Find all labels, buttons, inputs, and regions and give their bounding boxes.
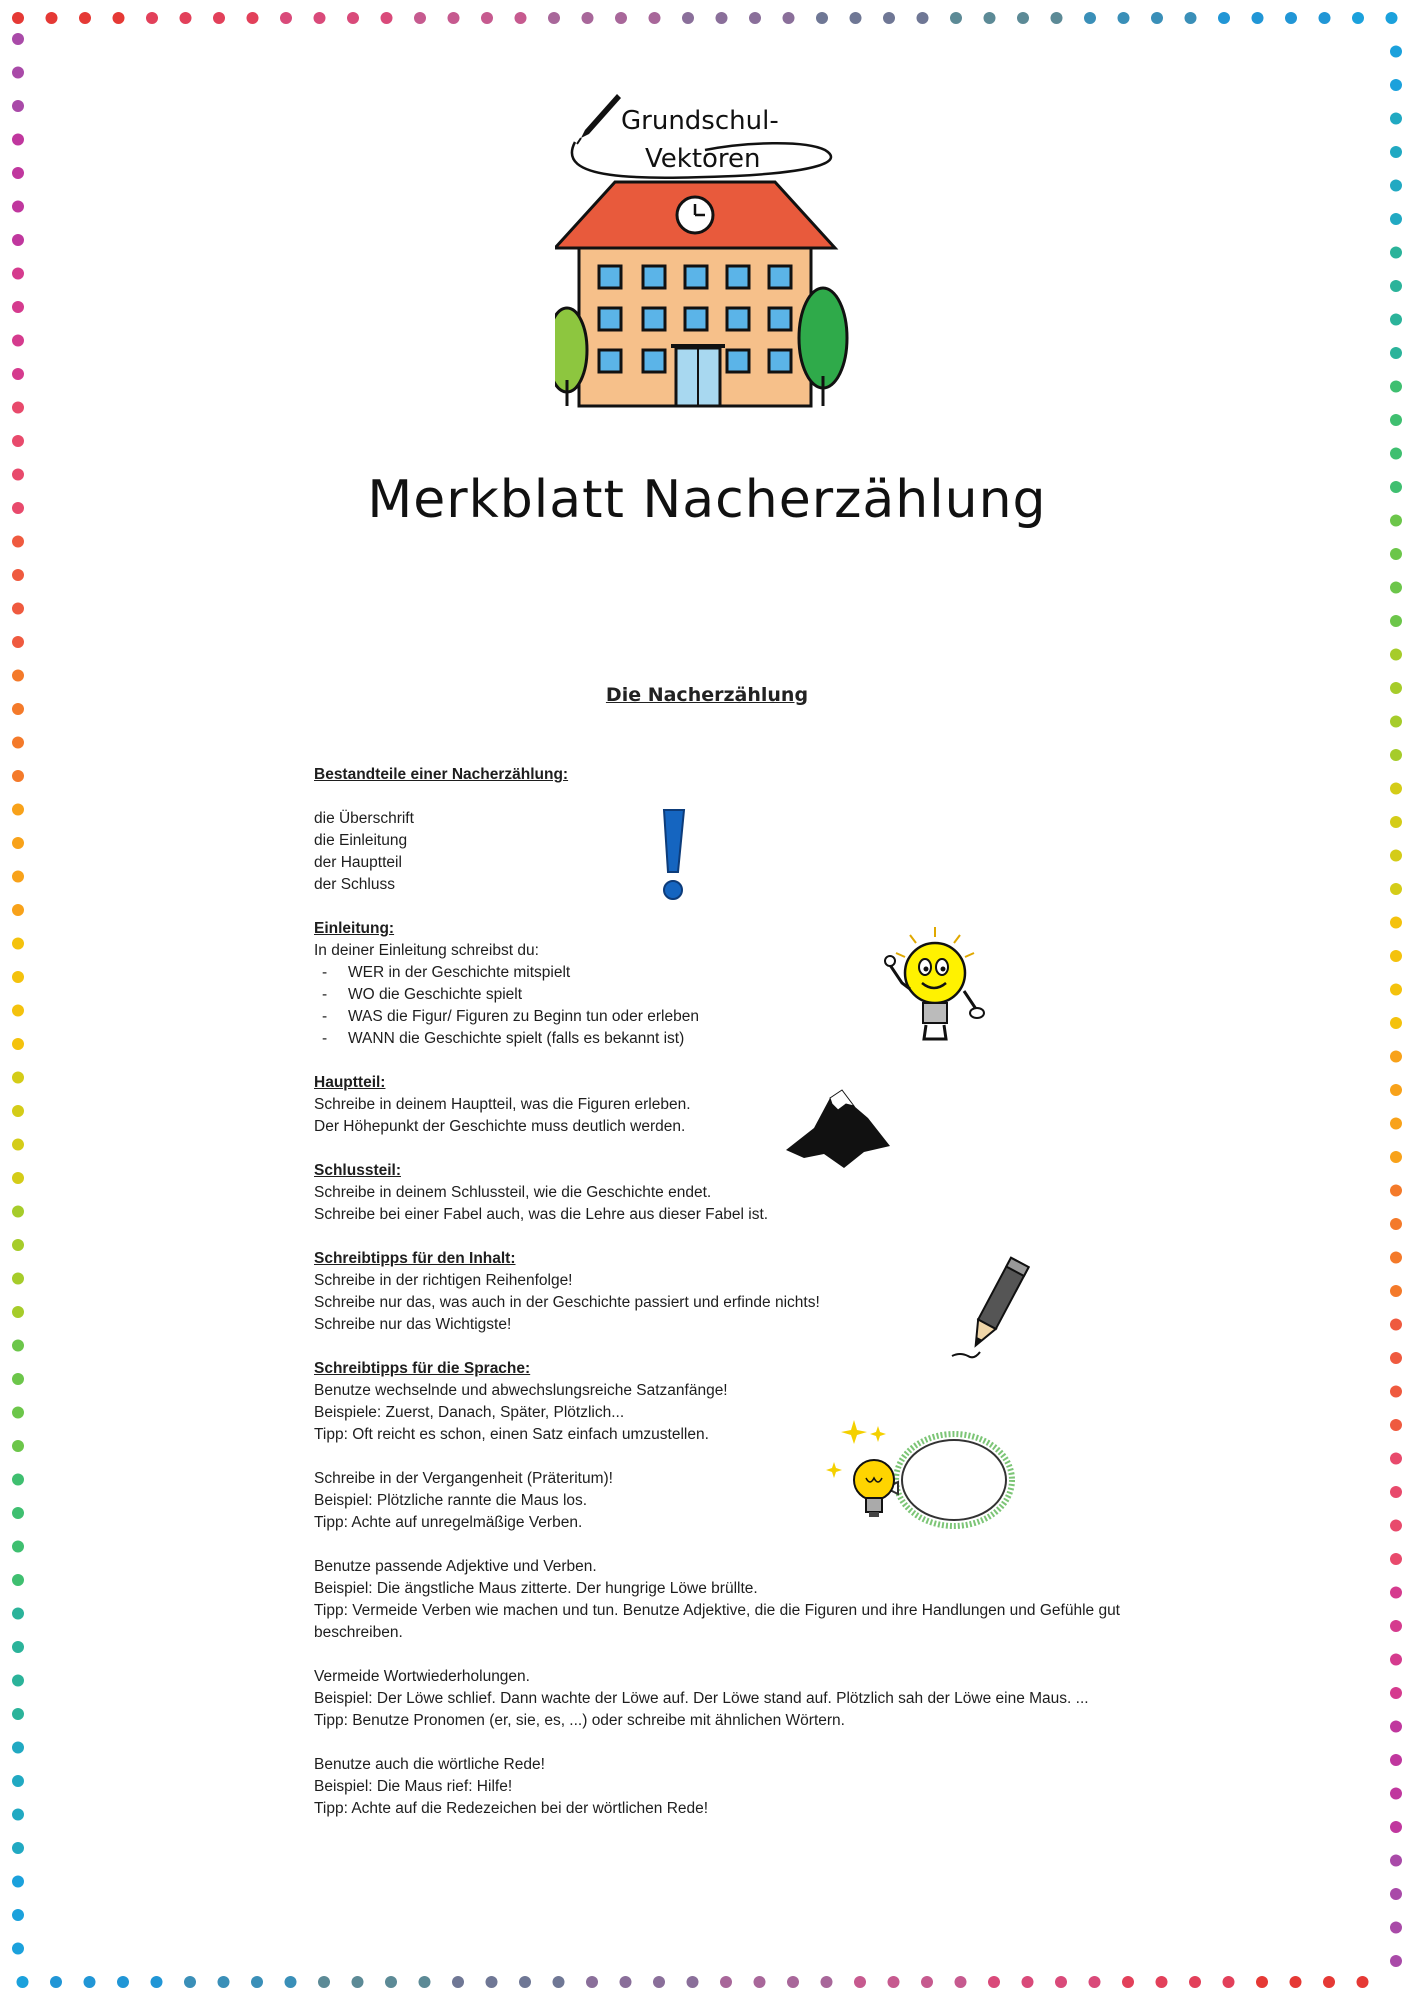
border-dot xyxy=(12,536,24,548)
border-dot xyxy=(816,12,828,24)
border-dot xyxy=(12,1005,24,1017)
logo-text-line1: Grundschul- xyxy=(621,106,779,136)
border-dot xyxy=(12,1876,24,1888)
section-heading: Schreibtipps für die Sprache: xyxy=(314,1360,531,1377)
border-dot xyxy=(117,1976,129,1988)
border-dot xyxy=(1390,1252,1402,1264)
text-line: Schreibe in deinem Hauptteil, was die Figuren erleben. xyxy=(314,1096,691,1113)
border-dot xyxy=(1390,46,1402,58)
pen-icon xyxy=(577,94,621,144)
border-dot xyxy=(285,1976,297,1988)
border-dot xyxy=(955,1976,967,1988)
section-hauptteil xyxy=(314,1072,1120,1138)
border-dot xyxy=(12,1507,24,1519)
border-dot xyxy=(79,12,91,24)
section-heading: Einleitung: xyxy=(314,920,395,937)
border-dot xyxy=(12,301,24,313)
border-dot xyxy=(12,1440,24,1452)
text-line: Beispiel: Der Löwe schlief. Dann wachte der Löwe auf. Der Löwe stand auf. Plötzlich sah der Löwe eine Maus. ... xyxy=(314,1690,1089,1707)
border-dot xyxy=(1390,816,1402,828)
border-dot xyxy=(1390,783,1402,795)
border-dot xyxy=(1390,1218,1402,1230)
border-dot xyxy=(12,268,24,280)
border-dot xyxy=(1390,582,1402,594)
border-dot xyxy=(12,134,24,146)
border-dot xyxy=(988,1976,1000,1988)
border-dot xyxy=(649,12,661,24)
border-dot xyxy=(12,636,24,648)
border-dot xyxy=(50,1976,62,1988)
border-dot xyxy=(1390,1520,1402,1532)
border-dot xyxy=(1252,12,1264,24)
border-dot xyxy=(12,1139,24,1151)
section-schlussteil xyxy=(314,1160,1120,1226)
border-dot xyxy=(12,1842,24,1854)
border-dot xyxy=(1323,1976,1335,1988)
border-dot xyxy=(180,12,192,24)
list-item: - WAS die Figur/ Figuren zu Beginn tun oder erleben xyxy=(314,1006,1120,1028)
border-dot xyxy=(1390,1084,1402,1096)
border-dot xyxy=(1390,1453,1402,1465)
text-line: Schreibe bei einer Fabel auch, was die Lehre aus dieser Fabel ist. xyxy=(314,1206,769,1223)
border-dot xyxy=(184,1976,196,1988)
border-dot xyxy=(1390,247,1402,259)
border-dot xyxy=(12,804,24,816)
section-woertliche-rede xyxy=(314,1754,1120,1820)
border-dot xyxy=(1390,79,1402,91)
border-dot xyxy=(12,335,24,347)
border-dot xyxy=(1390,314,1402,326)
border-dot xyxy=(12,1206,24,1218)
border-dot xyxy=(12,603,24,615)
border-dot xyxy=(548,12,560,24)
border-dot xyxy=(12,1072,24,1084)
section-einleitung xyxy=(314,918,1120,1050)
border-dot xyxy=(113,12,125,24)
border-dot xyxy=(448,12,460,24)
border-dot xyxy=(1218,12,1230,24)
border-dot xyxy=(84,1976,96,1988)
border-dot xyxy=(385,1976,397,1988)
border-dot xyxy=(12,871,24,883)
border-dot xyxy=(1290,1976,1302,1988)
clock-icon xyxy=(677,197,713,233)
section-bestandteile xyxy=(314,764,1120,896)
text-line: Tipp: Achte auf die Redezeichen bei der wörtlichen Rede! xyxy=(314,1800,709,1817)
list-item: - WANN die Geschichte spielt (falls es bekannt ist) xyxy=(314,1028,1120,1050)
text-line: Beispiel: Plötzliche rannte die Maus los. xyxy=(314,1492,588,1509)
border-dot xyxy=(888,1976,900,1988)
text-line: Tipp: Achte auf unregelmäßige Verben. xyxy=(314,1514,583,1531)
border-dot xyxy=(12,402,24,414)
border-dot xyxy=(1189,1976,1201,1988)
border-dot xyxy=(1390,213,1402,225)
border-dot xyxy=(653,1976,665,1988)
border-dot xyxy=(615,12,627,24)
border-dot xyxy=(1390,414,1402,426)
border-dot xyxy=(452,1976,464,1988)
border-dot xyxy=(1386,12,1398,24)
border-dot xyxy=(921,1976,933,1988)
section-heading: Hauptteil: xyxy=(314,1074,386,1091)
border-dot xyxy=(1390,1620,1402,1632)
border-dot xyxy=(12,12,24,24)
border-dot xyxy=(12,167,24,179)
border-dot xyxy=(917,12,929,24)
text-line: Benutze passende Adjektive und Verben. xyxy=(314,1558,597,1575)
border-dot xyxy=(720,1976,732,1988)
border-dot xyxy=(12,1909,24,1921)
border-dot xyxy=(218,1976,230,1988)
border-dot xyxy=(515,12,527,24)
border-dot xyxy=(1151,12,1163,24)
border-dot xyxy=(950,12,962,24)
border-dot xyxy=(318,1976,330,1988)
border-dot xyxy=(620,1976,632,1988)
section-adjektive xyxy=(314,1556,1120,1644)
border-dot xyxy=(1390,984,1402,996)
border-dot xyxy=(251,1976,263,1988)
pencil-icon xyxy=(950,1252,1040,1362)
border-dot xyxy=(749,12,761,24)
border-dot xyxy=(12,1675,24,1687)
section-heading: Schlussteil: xyxy=(314,1162,401,1179)
border-dot xyxy=(12,1608,24,1620)
border-dot xyxy=(1390,1721,1402,1733)
border-dot xyxy=(414,12,426,24)
border-dot xyxy=(716,12,728,24)
border-dot xyxy=(1122,1976,1134,1988)
border-dot xyxy=(1390,883,1402,895)
border-dot xyxy=(12,1943,24,1955)
border-dot xyxy=(1390,548,1402,560)
border-dot xyxy=(1390,1687,1402,1699)
border-dot xyxy=(12,1407,24,1419)
text-line: Schreibe in deinem Schlussteil, wie die Geschichte endet. xyxy=(314,1184,712,1201)
text-line: Schreibe nur das Wichtigste! xyxy=(314,1316,512,1333)
border-dot xyxy=(12,770,24,782)
text-line: Vermeide Wortwiederholungen. xyxy=(314,1668,530,1685)
border-dot xyxy=(1089,1976,1101,1988)
border-dot xyxy=(381,12,393,24)
border-dot xyxy=(1055,1976,1067,1988)
border-dot xyxy=(1357,1976,1369,1988)
border-dot xyxy=(1390,1922,1402,1934)
border-dot xyxy=(12,1708,24,1720)
border-dot xyxy=(1022,1976,1034,1988)
border-dot xyxy=(12,1306,24,1318)
border-dot xyxy=(1319,12,1331,24)
border-dot xyxy=(12,1239,24,1251)
border-dot xyxy=(1390,1051,1402,1063)
border-dot xyxy=(1390,113,1402,125)
border-dot xyxy=(12,938,24,950)
border-dot xyxy=(151,1976,163,1988)
border-dot xyxy=(586,1976,598,1988)
border-dot xyxy=(1390,146,1402,158)
text-line: Benutze auch die wörtliche Rede! xyxy=(314,1756,545,1773)
border-dot xyxy=(1084,12,1096,24)
text-line: Tipp: Vermeide Verben wie machen und tun. Benutze Adjektive, die die Figuren und ihre Handlungen und Gefühle gut beschreiben. xyxy=(314,1602,1120,1641)
section-heading: Bestandteile einer Nacherzählung: xyxy=(314,766,569,783)
border-dot xyxy=(1390,1788,1402,1800)
border-dot xyxy=(12,1641,24,1653)
border-dot xyxy=(1390,850,1402,862)
text-line: Beispiel: Die Maus rief: Hilfe! xyxy=(314,1778,513,1795)
text-line: Benutze wechselnde und abwechslungsreiche Satzanfänge! xyxy=(314,1382,728,1399)
text-line: die Überschrift xyxy=(314,810,414,827)
border-dot xyxy=(1390,1821,1402,1833)
border-dot xyxy=(247,12,259,24)
text-line: Tipp: Oft reicht es schon, einen Satz einfach umzustellen. xyxy=(314,1426,709,1443)
border-dot xyxy=(1118,12,1130,24)
border-dot xyxy=(1390,1118,1402,1130)
list-item: - WER in der Geschichte mitspielt xyxy=(314,962,1120,984)
border-dot xyxy=(1223,1976,1235,1988)
border-dot xyxy=(1156,1976,1168,1988)
border-dot xyxy=(1390,280,1402,292)
border-dot xyxy=(1390,448,1402,460)
logo xyxy=(555,80,875,410)
border-dot xyxy=(1390,749,1402,761)
border-dot xyxy=(481,12,493,24)
border-dot xyxy=(12,670,24,682)
border-dot xyxy=(486,1976,498,1988)
border-dot xyxy=(1390,180,1402,192)
border-dot xyxy=(1390,1285,1402,1297)
logo-text-line2: Vektoren xyxy=(645,144,761,174)
border-dot xyxy=(12,837,24,849)
border-dot xyxy=(883,12,895,24)
border-dot xyxy=(12,1742,24,1754)
border-dot xyxy=(984,12,996,24)
border-dot xyxy=(12,33,24,45)
border-dot xyxy=(46,12,58,24)
border-dot xyxy=(1390,716,1402,728)
border-dot xyxy=(1390,1855,1402,1867)
text-line: Beispiel: Die ängstliche Maus zitterte. Der hungrige Löwe brüllte. xyxy=(314,1580,758,1597)
text-line: In deiner Einleitung schreibst du: xyxy=(314,942,539,959)
border-dot xyxy=(1185,12,1197,24)
border-dot xyxy=(1390,917,1402,929)
border-dot xyxy=(12,100,24,112)
border-dot xyxy=(682,12,694,24)
border-dot xyxy=(1390,615,1402,627)
border-dot xyxy=(12,1474,24,1486)
border-dot xyxy=(146,12,158,24)
border-dot xyxy=(1390,1754,1402,1766)
border-dot xyxy=(12,1340,24,1352)
border-dot xyxy=(1390,1352,1402,1364)
border-dot xyxy=(12,1541,24,1553)
border-dot xyxy=(1390,1017,1402,1029)
text-line: der Schluss xyxy=(314,876,395,893)
border-dot xyxy=(821,1976,833,1988)
text-line: Der Höhepunkt der Geschichte muss deutlich werden. xyxy=(314,1118,686,1135)
border-dot xyxy=(787,1976,799,1988)
mountain-icon xyxy=(784,1088,894,1174)
text-line: Schreibe in der richtigen Reihenfolge! xyxy=(314,1272,573,1289)
border-dot xyxy=(12,1172,24,1184)
border-dot xyxy=(1390,381,1402,393)
text-line: Beispiele: Zuerst, Danach, Später, Plötzlich... xyxy=(314,1404,625,1421)
border-dot xyxy=(12,67,24,79)
border-dot xyxy=(519,1976,531,1988)
text-line: der Hauptteil xyxy=(314,854,402,871)
border-dot xyxy=(754,1976,766,1988)
border-dot xyxy=(1390,1654,1402,1666)
text-line: Schreibe nur das, was auch in der Geschichte passiert und erfinde nichts! xyxy=(314,1294,820,1311)
border-dot xyxy=(12,1105,24,1117)
border-dot xyxy=(850,12,862,24)
border-dot xyxy=(1390,1888,1402,1900)
exclamation-icon xyxy=(658,806,688,902)
border-dot xyxy=(687,1976,699,1988)
border-dot xyxy=(419,1976,431,1988)
border-dot xyxy=(1390,347,1402,359)
text-line xyxy=(314,786,1120,808)
border-dot xyxy=(12,1775,24,1787)
border-dot xyxy=(12,971,24,983)
lightbulb-character-icon xyxy=(880,925,990,1045)
border-dot xyxy=(1390,1587,1402,1599)
border-dot xyxy=(12,435,24,447)
page-title: Merkblatt Nacherzählung xyxy=(367,470,1047,530)
border-dot xyxy=(783,12,795,24)
border-dot xyxy=(1390,1151,1402,1163)
border-dot xyxy=(280,12,292,24)
border-dot xyxy=(1352,12,1364,24)
lightbulb-speech-bubble-icon xyxy=(826,1418,1016,1538)
border-dot xyxy=(1017,12,1029,24)
border-dot xyxy=(347,12,359,24)
document-title: Die Nacherzählung xyxy=(605,684,809,706)
border-dot xyxy=(12,1809,24,1821)
border-dot xyxy=(1390,1419,1402,1431)
border-dot xyxy=(12,1273,24,1285)
border-dot xyxy=(17,1976,29,1988)
border-dot xyxy=(352,1976,364,1988)
border-dot xyxy=(582,12,594,24)
border-dot xyxy=(553,1976,565,1988)
border-dot xyxy=(1390,1955,1402,1967)
text-line: Tipp: Benutze Pronomen (er, sie, es, ...) oder schreibe mit ähnlichen Wörtern. xyxy=(314,1712,845,1729)
border-dot xyxy=(12,737,24,749)
border-dot xyxy=(12,904,24,916)
border-dot xyxy=(1390,1185,1402,1197)
text-line: Schreibe in der Vergangenheit (Präteritum)! xyxy=(314,1470,613,1487)
border-dot xyxy=(12,569,24,581)
border-dot xyxy=(12,201,24,213)
border-dot xyxy=(1285,12,1297,24)
border-dot xyxy=(1390,950,1402,962)
border-dot xyxy=(1256,1976,1268,1988)
border-dot xyxy=(12,234,24,246)
list-item: - WO die Geschichte spielt xyxy=(314,984,1120,1006)
border-dot xyxy=(12,1574,24,1586)
border-dot xyxy=(1390,649,1402,661)
border-dot xyxy=(1390,1386,1402,1398)
text-line: die Einleitung xyxy=(314,832,408,849)
border-dot xyxy=(1051,12,1063,24)
section-wortwiederholungen xyxy=(314,1666,1120,1732)
border-dot xyxy=(1390,1319,1402,1331)
border-dot xyxy=(314,12,326,24)
border-dot xyxy=(12,1373,24,1385)
border-dot xyxy=(12,1038,24,1050)
border-dot xyxy=(1390,1486,1402,1498)
border-dot xyxy=(854,1976,866,1988)
border-dot xyxy=(213,12,225,24)
border-dot xyxy=(12,368,24,380)
border-dot xyxy=(1390,1553,1402,1565)
section-heading: Schreibtipps für den Inhalt: xyxy=(314,1250,516,1267)
